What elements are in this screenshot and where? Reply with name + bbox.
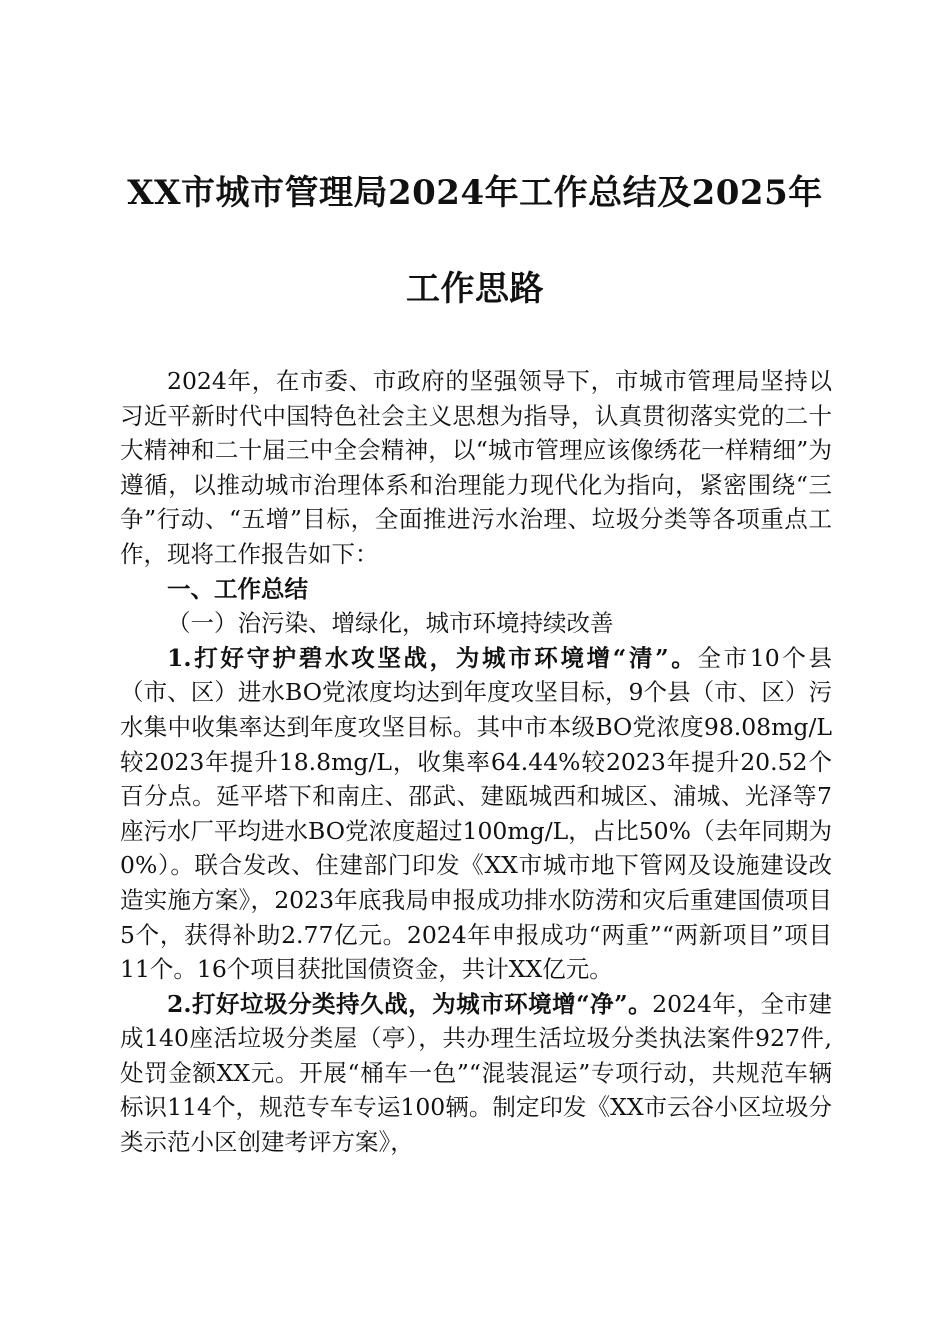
section-heading-work-summary: 一、工作总结: [167, 574, 308, 603]
document-body: [120, 364, 832, 1160]
subsection-heading-environment: （一）治污染、增绿化，城市环境持续改善: [167, 609, 614, 638]
document-title-line-1: XX市城市管理局2024年工作总结及2025年: [127, 173, 823, 213]
item-2-lead: 2.打好垃圾分类持久战，为城市环境增“净”。: [167, 989, 653, 1018]
document-title-line-2: 工作思路: [406, 269, 544, 309]
intro-paragraph: 2024年，在市委、市政府的坚强领导下，市城市管理局坚持以习近平新时代中国特色社会主义思想为指导，认真贯彻落实党的二十大精神和二十届三中全会精神，以“城市管理应该像绣花一样精细”为遵循，以推动城市治理体系和治理能力现代化为指向，紧密围绕“三争”行动、“五增”目标，全面推进污水治理、垃圾分类等各项重点工作，现将工作报告如下：: [120, 367, 832, 568]
item-1-lead: 1.打好守护碧水攻坚战，为城市环境增“清”。: [167, 643, 698, 672]
item-2-paragraph: [120, 987, 832, 1160]
item-1-text: 全市10个县（市、区）进水BO党浓度均达到年度攻坚目标，9个县（市、区）污水集中收集率达到年度攻坚目标。其中市本级BO党浓度98.08mg/L较2023年提升18.8mg/L，收集率64.44%较2023年提升20.52个百分点。延平塔下和南庄、邵武、建瓯城西和城区、浦城、光泽等7座污水厂平均进水BO党浓度超过100mg/L，占比50%（去年同期为0%）。联合发改、住建部门印发《XX市城市地下管网及设施建设改造实施方案》，2023年底我局申报成功排水防涝和灾后重建国债项目5个，获得补助2.77亿元。2024年申报成功“两重”“两新项目”项目11个。16个项目获批国债资金，共计XX亿元。: [120, 643, 832, 984]
item-2-text: 2024年，全市建成140座活垃圾分类屋（亭），共办理生活垃圾分类执法案件927件,处罚金额XX元。开展“桶车一色”“混装混运”专项行动，共规范车辆标识114个，规范专车专运100辆。制定印发《XX市云谷小区垃圾分类示范小区创建考评方案》，: [120, 989, 832, 1157]
item-1-paragraph: [120, 641, 832, 987]
